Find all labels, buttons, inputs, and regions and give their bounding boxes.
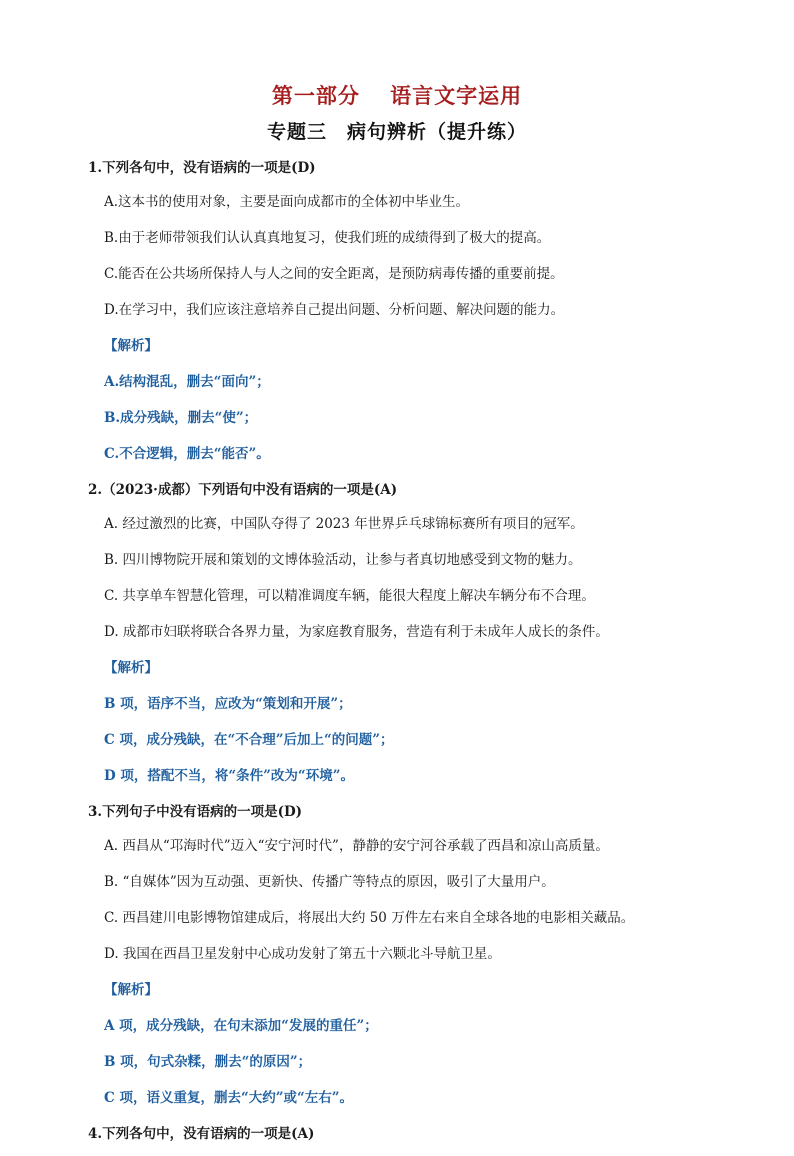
- analysis-line: C 项，成分残缺，在“不合理”后加上“的问题”；: [104, 732, 394, 748]
- option-c: C.能否在公共场所保持人与人之间的安全距离，是预防病毒传播的重要前提。: [104, 266, 564, 282]
- option-d: D.在学习中，我们应该注意培养自己提出问题、分析问题、解决问题的能力。: [104, 302, 565, 318]
- question-stem: 2.（2023·成都）下列语句中没有语病的一项是(A): [88, 482, 398, 498]
- question-stem: 4.下列各句中，没有语病的一项是(A): [88, 1126, 315, 1142]
- analysis-line: D 项，搭配不当，将“条件”改为“环境”。: [104, 768, 354, 784]
- question-4: [88, 1122, 748, 1142]
- option-d: D. 我国在西昌卫星发射中心成功发射了第五十六颗北斗导航卫星。: [104, 946, 501, 962]
- question-stem: 3.下列句子中没有语病的一项是(D): [88, 804, 303, 820]
- option-b: B.由于老师带领我们认认真真地复习，使我们班的成绩得到了极大的提高。: [104, 230, 551, 246]
- question-3: [88, 800, 748, 1106]
- option-b: B. 四川博物院开展和策划的文博体验活动，让参与者真切地感受到文物的魅力。: [104, 552, 582, 568]
- question-2: [88, 478, 748, 784]
- analysis-label: 【解析】: [104, 982, 158, 998]
- analysis-line: A 项，成分残缺，在句末添加“发展的重任”；: [104, 1018, 378, 1034]
- analysis-label: 【解析】: [104, 660, 158, 676]
- analysis-line: C 项，语义重复，删去“大约”或“左右”。: [104, 1090, 354, 1106]
- analysis-line: A.结构混乱，删去“面向”；: [104, 374, 270, 390]
- questions-content: [88, 156, 748, 1156]
- option-b: B. “自媒体”因为互动强、更新快、传播广等特点的原因，吸引了大量用户。: [104, 874, 555, 890]
- analysis-line: B 项，句式杂糅，删去“的原因”；: [104, 1054, 312, 1070]
- analysis-line: C.不合逻辑，删去“能否”。: [104, 446, 270, 462]
- analysis-line: B.成分残缺，删去“使”；: [104, 410, 258, 426]
- question-1: [88, 156, 748, 462]
- part-title: 第一部分 语言文字运用: [271, 83, 523, 108]
- option-a: A.这本书的使用对象，主要是面向成都市的全体初中毕业生。: [104, 194, 470, 210]
- option-c: C. 共享单车智慧化管理，可以精准调度车辆，能很大程度上解决车辆分布不合理。: [104, 588, 595, 604]
- analysis-line: B 项，语序不当，应改为“策划和开展”；: [104, 696, 352, 712]
- option-c: C. 西昌建川电影博物馆建成后，将展出大约 50 万件左右来自全球各地的电影相关藏品。: [104, 910, 635, 926]
- question-stem: 1.下列各句中，没有语病的一项是(D): [88, 160, 316, 176]
- option-d: D. 成都市妇联将联合各界力量，为家庭教育服务，营造有利于未成年人成长的条件。: [104, 624, 609, 640]
- topic-title: 专题三 病句辨析（提升练）: [266, 121, 527, 143]
- analysis-label: 【解析】: [104, 338, 158, 354]
- option-a: A. 西昌从“邛海时代”迈入“安宁河时代”，静静的安宁河谷承载了西昌和凉山高质量。: [104, 838, 609, 854]
- option-a: A. 经过激烈的比赛，中国队夺得了 2023 年世界乒乓球锦标赛所有项目的冠军。: [104, 516, 584, 532]
